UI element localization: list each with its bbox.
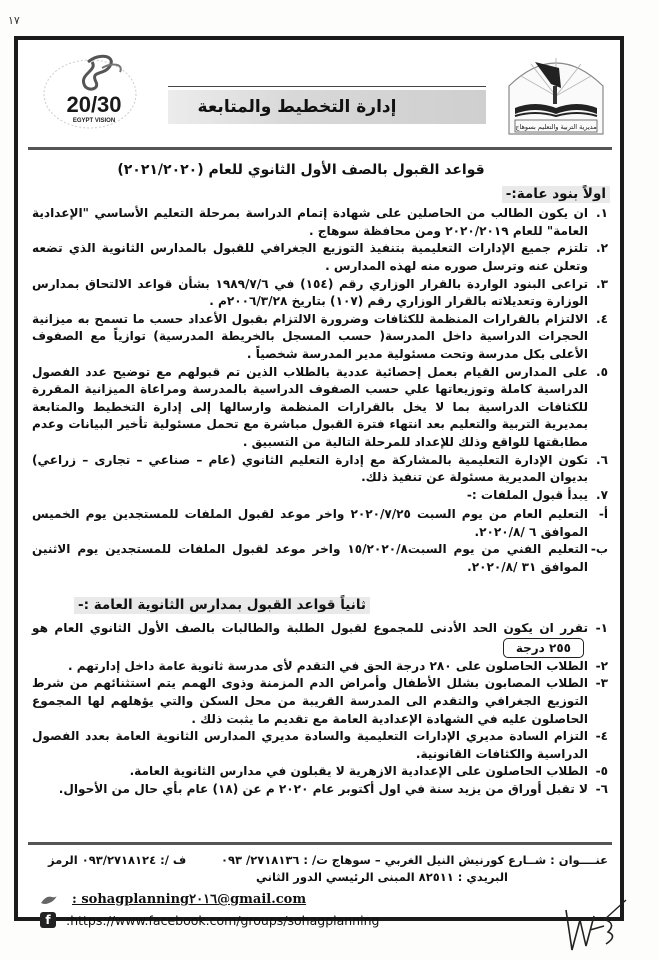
sub-item-letter: ب-	[590, 542, 608, 557]
general-terms-list	[32, 205, 610, 504]
item-number: ٣-	[595, 676, 608, 691]
facebook-icon: f	[40, 912, 56, 928]
sohag-education-seal	[501, 46, 611, 138]
item-text: تكون الإدارة التعليمية بالمشاركة مع إدارة التعليم الثانوي (عام – صناعي – تجارى – زراعي) بديوان المديرية مسئولة عن تنفيذ ذلك.	[32, 452, 588, 485]
item-text: تقرر ان يكون الحد الأدنى للمجموع لقبول الطلبة والطالبات بالصف الأول الثانوي العام هو	[32, 621, 588, 636]
item-text: تراعى البنود الواردة بالقرار الوزاري رقم (١٥٤) في ١٩٨٩/٧/٦ بشأن قواعد الالتحاق بمدارس الوزارة وتعديلاته بالقرار الوزاري رقم (١٠٧) بتاريخ ٢٠٠٦/٣/٢٨م .	[32, 276, 588, 309]
list-item	[32, 781, 610, 799]
footer-divider	[28, 842, 612, 845]
item-text: تلتزم جميع الإدارات التعليمية بتنفيذ التوزيع الجغرافي للقبول بالمدارس الثانوية الذي تضعه وتعلن عنه وترسل صوره منه لهذه المدارس .	[32, 241, 588, 273]
sub-item-letter: أ-	[598, 507, 608, 522]
address-block	[48, 852, 608, 886]
item-text: يبدأ قبول الملفات :-	[466, 487, 588, 502]
handwritten-signature	[560, 880, 630, 960]
item-number: ١.	[596, 206, 608, 221]
egypt-vision-2030-logo	[40, 48, 148, 134]
email-row	[40, 892, 306, 907]
section-2-heading: ثانياً قواعد القبول بمدارس الثانوية العامة :-	[74, 597, 370, 615]
address-line-2: البريدي : ٨٢٥١١ المبنى الرئيسي الدور الثاني	[256, 870, 508, 884]
department-title: إدارة التخطيط والمتابعة	[197, 97, 397, 117]
document-frame	[14, 36, 624, 928]
section-general-secondary	[32, 597, 610, 615]
item-text: الطلاب الحاصلون على الإعدادية الازهرية لا يقبلون في مدارس الثانوية العامة.	[129, 764, 588, 779]
general-secondary-list	[32, 620, 610, 798]
list-item	[32, 487, 610, 505]
item-number: ٥-	[595, 764, 608, 779]
item-text: ان يكون الطالب من الحاصلين على شهادة إتمام الدراسة بمرحلة التعليم الأساسي "الإعدادية العامة" للعام ٢٠٢٠/٢٠١٩ ومن محافظة سوهاج .	[32, 206, 588, 238]
facebook-row	[40, 912, 379, 928]
list-item	[32, 728, 610, 763]
item-number: ٢-	[595, 658, 608, 673]
list-item	[32, 240, 610, 275]
minimum-grade-box: ٢٥٥ درجة	[503, 638, 584, 658]
item-number: ٦-	[595, 782, 608, 796]
vision-logo-subtext: EGYPT VISION	[72, 118, 116, 124]
list-item	[32, 763, 610, 781]
dove-icon	[40, 893, 58, 907]
item-number: ٥.	[596, 364, 608, 379]
document-body	[32, 162, 610, 799]
sub-item-text: التعليم الفني من يوم السبت١٥/٢٠٢٠/٨ واخر موعد لقبول الملفات للمستجدين يوم الاثنين الموافق ٣١ /٢٠٢٠/٨.	[32, 542, 588, 575]
fax-number: ف /: ٠٩٣/٢٧١٨١٢٤ الرمز	[48, 853, 187, 867]
vision-logo-text: 20/30	[66, 92, 122, 117]
document-title: قواعد القبول بالصف الأول الثانوي للعام (٢٠٢١/٢٠٢٠)	[117, 162, 485, 178]
address-line-1: عنــــوان : شــارع كورنيش النيل الغربي – سوهاج ت/ : ٢٧١٨١٣٦/ ٠٩٣	[220, 853, 608, 867]
page-number-mark: ١٧	[8, 14, 20, 27]
item-text: الطلاب المصابون بشلل الأطفال وأمراض الدم المزمنة وذوى الهمم يتم استثنائهم من شرط التوزيع الجغرافي والتقدم الى المدرسة القريبة من محل السكن والتي يؤهلهم لها المجموع الحاصلون عليه في الشهادة الإعدادية العامة مع تقديم ما يثبت ذلك .	[32, 676, 588, 726]
sub-list-item	[32, 541, 610, 576]
section-1-heading: اولاً بنود عامة:-	[502, 186, 610, 204]
sub-list-item	[32, 506, 610, 541]
item-number: ٤.	[596, 311, 608, 326]
seal-text: مديرية التربية والتعليم بسوهاج	[515, 123, 597, 131]
list-item	[32, 452, 610, 487]
list-item	[32, 364, 610, 452]
list-item	[32, 620, 610, 658]
list-item	[32, 658, 610, 676]
header-line	[168, 86, 486, 87]
item-text: الالتزام بالقرارات المنظمة للكثافات وضرورة الالتزام بقبول الأعداد حسب ما تسمح به ميزانية الحجرات الدراسية داخل المدرسة( حسب المسجل بالخريطة المدرسية) توازياً مع الصفوف الأعلى بكل مدرسة وتحت مسئولية مدير المدرسة شخصياً .	[32, 311, 588, 361]
file-acceptance-sublist	[32, 506, 610, 576]
department-band	[168, 90, 486, 124]
letterhead	[18, 40, 620, 130]
item-text: الطلاب الحاصلون على ٢٨٠ درجة الحق في التقدم لأى مدرسة ثانوية عامة داخل إدارتهم .	[67, 658, 588, 673]
item-text: على المدارس القيام بعمل إحصائية عددية بالطلاب الذين تم قبولهم مع توضيح عدد الفصول الدراسية كاملة وتوزيعاتها علي حسب الصفوف الدراسية بالمدرسة ومراعاة الميزانية المقررة للكثافات الدراسية بما لا يخل بالقرارات المنظمة وارسالها إلى إدارة التخطيط والمتابعة بمديرية التربية والتعليم بعد انتهاء فترة القبول مباشرة مع تحمل مسئولية تأخير البيانات وعدم مطابقتها للواقع وذلك للإعداد للمرحلة التالية من التسبيق .	[32, 364, 588, 449]
list-item	[32, 276, 610, 311]
item-number: ٣.	[596, 276, 608, 291]
facebook-link[interactable]: :https://www.facebook.com/groups/sohagplanning	[66, 912, 380, 928]
header-divider	[28, 147, 612, 150]
item-text: التزام السادة مديري الإدارات التعليمية والسادة مديري المدارس الثانوية العامة بعدد الفصول الدراسية والكثافات القانونية.	[32, 729, 588, 761]
item-number: ٧.	[596, 487, 608, 502]
item-number: ٤-	[595, 729, 608, 744]
item-number: ٢.	[596, 241, 608, 256]
list-item	[32, 311, 610, 364]
email-link[interactable]: : sohagplanning٢٠١٦@gmail.com	[72, 892, 307, 907]
item-number: ١-	[595, 621, 608, 636]
item-number: ٦.	[596, 452, 608, 467]
sub-item-text: التعليم العام من يوم السبت ٢٠٢٠/٧/٢٥ واخر موعد لقبول الملفات للمستجدين يوم الخميس الموافق ٦ /٢٠٢٠/٨.	[32, 507, 589, 539]
list-item	[32, 675, 610, 728]
item-text: لا تقبل أوراق من يزيد سنة في اول أكتوبر عام ٢٠٢٠ م عن (١٨) عام بأي حال من الأحوال.	[58, 782, 588, 796]
list-item	[32, 205, 610, 240]
section-general-terms	[32, 186, 610, 577]
